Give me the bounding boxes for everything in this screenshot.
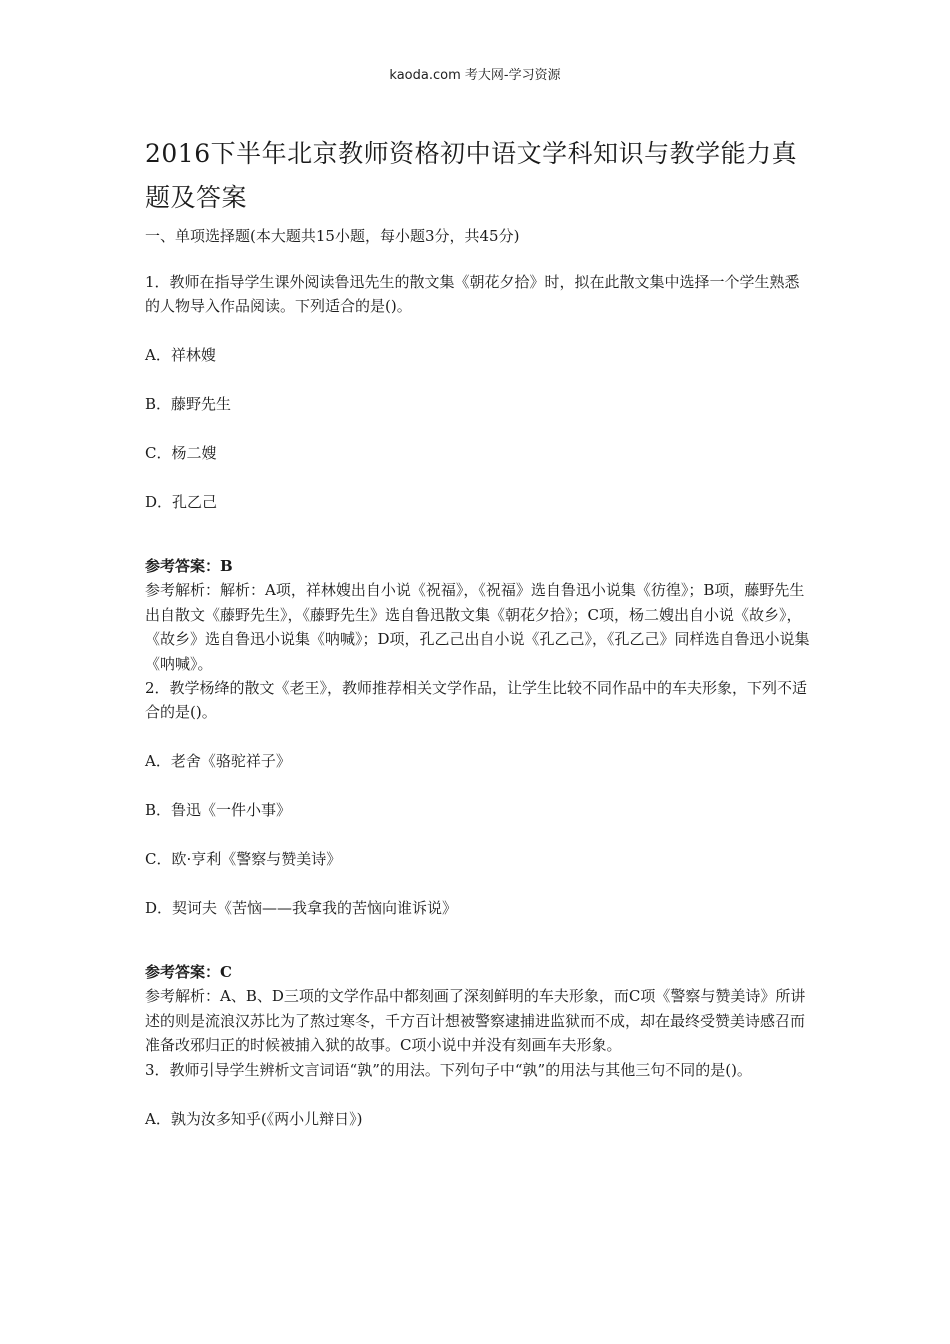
option-a: A．孰为汝多知乎(《两小儿辩日》) xyxy=(145,1109,363,1128)
option-c: C．杨二嫂 xyxy=(145,444,217,462)
option-d: D．契诃夫《苦恼——我拿我的苦恼向谁诉说》 xyxy=(145,899,458,917)
answer-line xyxy=(145,554,810,578)
answer-explanation: 参考解析：A、B、D三项的文学作品中都刻画了深刻鲜明的车夫形象，而C项《警察与赞美诗》所讲述的则是流浪汉苏比为了熬过寒冬，千方百计想被警察逮捕进监狱而不成，却在最终受赞美诗感召而准备改邪归正的时候被捕入狱的故事。C项小说中并没有刻画车夫形象。 xyxy=(145,987,806,1054)
question-1 xyxy=(145,270,810,676)
answer-value: C xyxy=(220,963,232,981)
question-2 xyxy=(145,676,810,1058)
answer-label: 参考答案： xyxy=(145,963,221,981)
answer-label: 参考答案： xyxy=(145,557,221,575)
document-title: 2016下半年北京教师资格初中语文学科知识与教学能力真题及答案 xyxy=(145,139,798,212)
question-stem: 3．教师引导学生辨析文言词语“孰”的用法。下列句子中“孰”的用法与其他三句不同的是()。 xyxy=(145,1060,752,1079)
option-b: B．藤野先生 xyxy=(145,395,232,413)
option-d: D．孔乙己 xyxy=(145,493,218,511)
answer-line xyxy=(145,960,810,984)
question-stem: 2．教学杨绛的散文《老王》，教师推荐相关文学作品，让学生比较不同作品中的车夫形象，下列不适合的是()。 xyxy=(145,679,808,721)
option-b: B．鲁迅《一件小事》 xyxy=(145,801,292,819)
page-header: kaoda.com 考大网-学习资源 xyxy=(389,68,561,83)
document-body xyxy=(145,132,810,1131)
option-c: C．欧·亨利《警察与赞美诗》 xyxy=(145,850,342,868)
answer-value: B xyxy=(220,557,233,575)
question-stem: 1．教师在指导学生课外阅读鲁迅先生的散文集《朝花夕拾》时，拟在此散文集中选择一个学生熟悉的人物导入作品阅读。下列适合的是()。 xyxy=(145,273,800,315)
option-a: A．老舍《骆驼祥子》 xyxy=(145,752,291,770)
question-3 xyxy=(145,1058,810,1131)
option-a: A．祥林嫂 xyxy=(145,346,216,364)
answer-explanation: 参考解析：解析：A项，祥林嫂出自小说《祝福》，《祝福》选自鲁迅小说集《彷徨》；B项，藤野先生出自散文《藤野先生》，《藤野先生》选自鲁迅散文集《朝花夕拾》；C项，杨二嫂出自小说《故乡》，《故乡》选自鲁迅小说集《呐喊》；D项，孔乙己出自小说《孔乙己》，《孔乙己》同样选自鲁迅小说集《呐喊》。 xyxy=(145,581,810,673)
section-heading: 一、单项选择题(本大题共15小题，每小题3分，共45分) xyxy=(145,227,520,245)
